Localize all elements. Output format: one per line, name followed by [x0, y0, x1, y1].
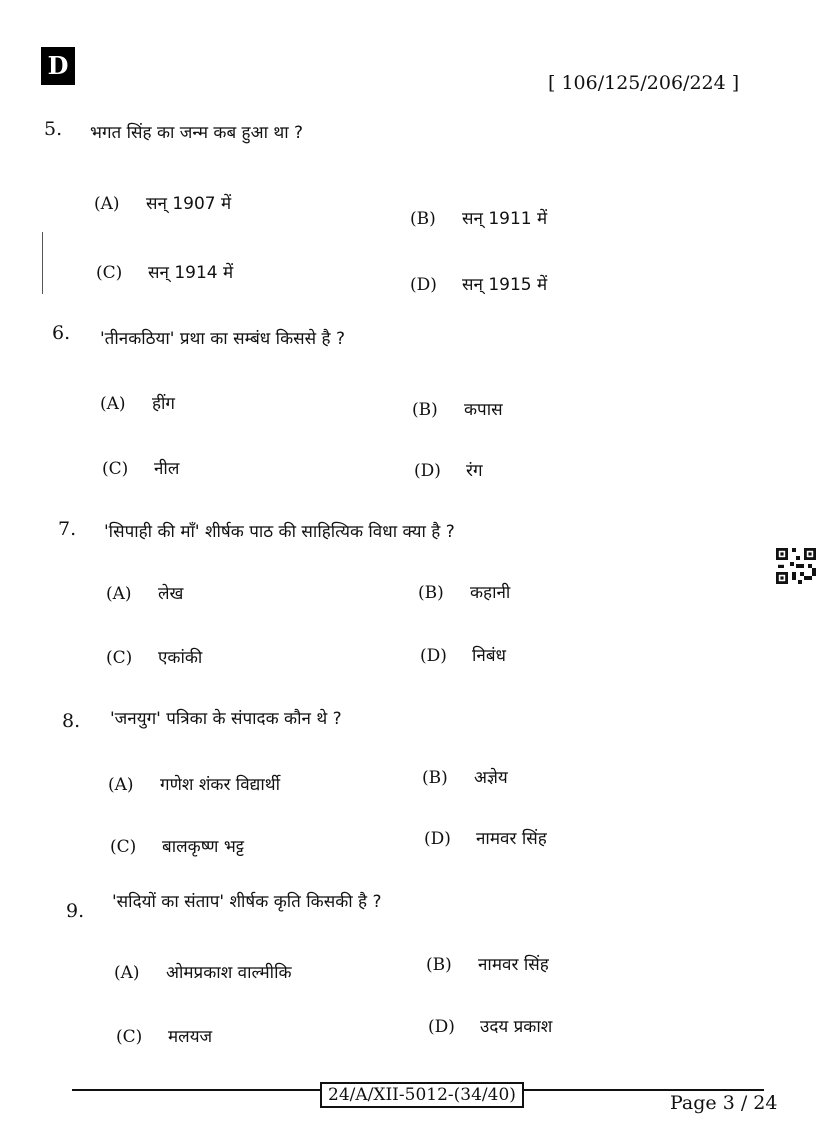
option-c [116, 1024, 212, 1047]
option-d [414, 458, 483, 481]
option-text: गणेश शंकर विद्यार्थी [160, 775, 281, 795]
option-text: सन् 1911 में [462, 209, 548, 229]
option-label: (D) [414, 461, 441, 481]
subject-codes: [ 106/125/206/224 ] [548, 72, 740, 94]
option-label: (B) [410, 209, 436, 229]
question-number: 7. [58, 518, 77, 540]
option-label: (D) [420, 646, 447, 666]
option-label: (B) [418, 583, 444, 603]
question-text: 'सदियों का संताप' शीर्षक कृति किसकी है ? [112, 892, 382, 912]
option-label: (D) [428, 1017, 455, 1037]
set-badge: D [41, 47, 75, 85]
option-c [106, 645, 202, 668]
option-text: सन् 1915 में [462, 275, 548, 295]
question-text: भगत सिंह का जन्म कब हुआ था ? [90, 123, 304, 143]
option-text: लेख [158, 584, 184, 604]
option-c [110, 834, 244, 857]
option-text: एकांकी [158, 648, 203, 668]
option-a [100, 391, 175, 414]
option-text: नामवर सिंह [478, 955, 549, 975]
option-d [420, 643, 506, 666]
option-label: (A) [106, 584, 132, 604]
option-text: निबंध [472, 646, 506, 666]
question-text: 'जनयुग' पत्रिका के संपादक कौन थे ? [110, 709, 342, 729]
option-label: (C) [116, 1027, 143, 1047]
option-b [412, 397, 503, 420]
option-text: ओमप्रकाश वाल्मीकि [166, 963, 292, 983]
option-text: बालकृष्ण भट्ट [162, 837, 245, 857]
option-b [410, 206, 547, 229]
option-label: (A) [108, 775, 134, 795]
question-text: 'तीनकठिया' प्रथा का सम्बंध किससे है ? [100, 329, 345, 349]
option-a [114, 960, 292, 983]
option-c [96, 260, 233, 283]
option-a [94, 191, 231, 214]
option-text: उदय प्रकाश [480, 1017, 553, 1037]
option-text: नील [154, 459, 180, 479]
option-d [424, 826, 547, 849]
option-label: (C) [110, 837, 137, 857]
option-text: नामवर सिंह [476, 829, 547, 849]
qr-code-icon [776, 548, 816, 584]
margin-mark [42, 232, 43, 294]
option-text: मलयज [168, 1027, 213, 1047]
question-number: 6. [52, 322, 71, 344]
option-label: (D) [424, 829, 451, 849]
option-c [102, 456, 179, 479]
option-label: (B) [426, 955, 452, 975]
option-a [106, 581, 183, 604]
question-number: 9. [66, 900, 85, 922]
option-b [418, 580, 510, 603]
option-label: (C) [106, 648, 133, 668]
option-label: (D) [410, 275, 437, 295]
page-number: Page 3 / 24 [670, 1092, 778, 1114]
option-a [108, 772, 280, 795]
question-number: 5. [44, 118, 63, 140]
option-b [422, 765, 508, 788]
question-text: 'सिपाही की माँ' शीर्षक पाठ की साहित्यिक विधा क्या है ? [104, 522, 455, 542]
question-number: 8. [62, 710, 81, 732]
option-text: अज्ञेय [474, 768, 508, 788]
option-text: कहानी [470, 583, 511, 603]
option-text: कपास [464, 400, 503, 420]
option-d [428, 1014, 552, 1037]
option-text: हींग [152, 394, 176, 414]
option-label: (A) [94, 194, 120, 214]
option-text: सन् 1907 में [146, 194, 232, 214]
option-text: रंग [466, 461, 483, 481]
option-d [410, 272, 547, 295]
option-b [426, 952, 549, 975]
option-label: (C) [102, 459, 129, 479]
option-label: (B) [422, 768, 448, 788]
paper-code: 24/A/XII-5012-(34/40) [320, 1082, 524, 1108]
option-text: सन् 1914 में [148, 263, 234, 283]
option-label: (A) [114, 963, 140, 983]
option-label: (B) [412, 400, 438, 420]
option-label: (A) [100, 394, 126, 414]
option-label: (C) [96, 263, 123, 283]
